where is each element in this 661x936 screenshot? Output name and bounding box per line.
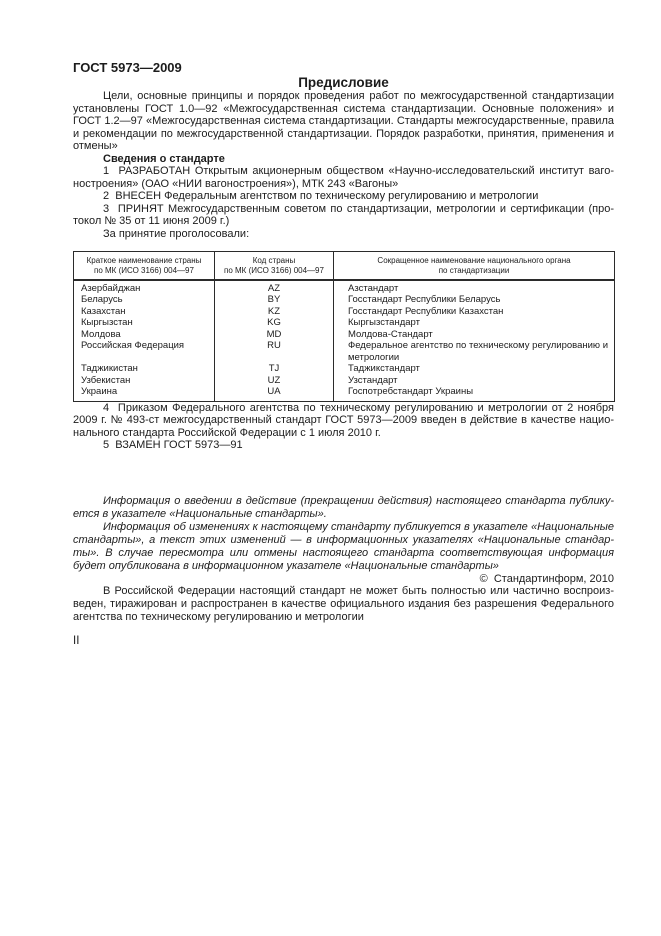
publication-notes	[73, 495, 614, 573]
voting-table	[73, 251, 615, 402]
note-paragraph: Информация о введении в действие (прекращении действия) настоящего стандарта публикуется в указателе «Национальные стандарты».	[73, 494, 614, 520]
code-cell: MD	[215, 329, 334, 340]
org-cell: Таджикстандарт	[334, 363, 615, 374]
page-number: II	[73, 635, 80, 648]
org-cell: Госстандарт Республики Беларусь	[334, 294, 615, 305]
org-cell: Молдова-Стандарт	[334, 329, 615, 340]
standard-info-item-1: 1 РАЗРАБОТАН Открытым акционерным обществом «Научно-исследовательский институт вагоностроения» (ОАО «НИИ вагоностроения»), МТК 243 «Вагоны»	[73, 165, 614, 190]
header-line: по МК (ИСО 3166) 004—97	[224, 265, 324, 275]
note-paragraph: Информация об изменениях к настоящему стандарту публикуется в указателе «Национальные стандарты», а текст этих изменений — в информационных указателях «Национальные стандарты». В случае пересмотра или отмены настоящего стандарта соответствующая информация будет опубликована в информационном указателе «Национальные стандарты»	[73, 520, 614, 572]
header-cell-country	[74, 252, 215, 281]
header-line: по МК (ИСО 3166) 004—97	[94, 265, 194, 275]
header-cell-org	[334, 252, 615, 281]
code-cell: AZ	[215, 280, 334, 294]
table-row	[74, 329, 615, 340]
table-row	[74, 294, 615, 305]
code-cell: RU	[215, 340, 334, 363]
standard-info-item-5: 5 ВЗАМЕН ГОСТ 5973—91	[103, 439, 243, 452]
org-cell: Госпотребстандарт Украины	[334, 386, 615, 401]
standard-info-heading: Сведения о стандарте	[103, 152, 225, 165]
table-row	[74, 317, 615, 328]
code-cell: BY	[215, 294, 334, 305]
page-title: Предисловие	[298, 75, 389, 90]
country-cell: Казахстан	[74, 306, 215, 317]
vote-intro: За принятие проголосовали:	[103, 227, 250, 240]
org-cell: Кыргызстандарт	[334, 317, 615, 328]
standard-info-item-2: 2 ВНЕСЕН Федеральным агентством по техническому регулированию и метрологии	[103, 190, 539, 202]
country-cell: Азербайджан	[74, 280, 215, 294]
country-cell: Украина	[74, 386, 215, 401]
standard-info-item-4: 4 Приказом Федерального агентства по техническому регулированию и метрологии от 2 ноября 2009 г. № 493-ст межгосударственный стандарт ГОСТ 5973—2009 введен в действие в качестве национального стандарта Российской Федерации с 1 июля 2010 г.	[73, 401, 614, 439]
header-line: Краткое наименование страны	[86, 256, 202, 265]
org-cell: Узстандарт	[334, 375, 615, 386]
header-line: Код страны	[252, 256, 296, 265]
header-line: по стандартизации	[438, 265, 510, 275]
org-cell: Госстандарт Республики Казахстан	[334, 306, 615, 317]
standard-info-item-3: 3 ПРИНЯТ Межгосударственным советом по стандартизации, метрологии и сертификации (протокол № 35 от 11 июня 2009 г.)	[73, 202, 614, 227]
org-cell: Азстандарт	[334, 280, 615, 294]
table-row	[74, 340, 615, 363]
table-header-row	[74, 252, 615, 281]
code-cell: KZ	[215, 306, 334, 317]
country-cell: Кыргызстан	[74, 317, 215, 328]
reproduction-restriction: В Российской Федерации настоящий стандарт не может быть полностью или частично воспроизведен, тиражирован и распространен в качестве официального издания без разрешения Федерального агентства по техническому регулированию и метрологии	[73, 585, 614, 624]
doc-number: ГОСТ 5973—2009	[73, 60, 182, 75]
country-cell: Российская Федерация	[74, 340, 215, 363]
table-row	[74, 386, 615, 401]
country-cell: Узбекистан	[74, 375, 215, 386]
intro-paragraph: Цели, основные принципы и порядок проведения работ по межгосударственной стандартизации установлены ГОСТ 1.0—92 «Межгосударственная система стандартизации. Основные положения» и ГОСТ 1.2—97 «Межгосударственная система стандартизации. Стандарты межгосударственные, правила и рекомендации по межгосударственной стандартизации. Порядок разработки, принятия, применения и отмены»	[73, 90, 614, 152]
code-cell: TJ	[215, 363, 334, 374]
code-cell: UZ	[215, 375, 334, 386]
table-row	[74, 363, 615, 374]
table-row	[74, 375, 615, 386]
table-row	[74, 306, 615, 317]
header-cell-code	[215, 252, 334, 281]
table-row	[74, 280, 615, 294]
country-cell: Беларусь	[74, 294, 215, 305]
org-cell: Федеральное агентство по техническому регулированию и метрологии	[334, 340, 615, 363]
header-line: Сокращенное наименование национального органа	[377, 256, 571, 265]
code-cell: KG	[215, 317, 334, 328]
country-cell: Молдова	[74, 329, 215, 340]
country-cell: Таджикистан	[74, 363, 215, 374]
copyright-line: © Стандартинформ, 2010	[479, 572, 614, 585]
code-cell: UA	[215, 386, 334, 401]
